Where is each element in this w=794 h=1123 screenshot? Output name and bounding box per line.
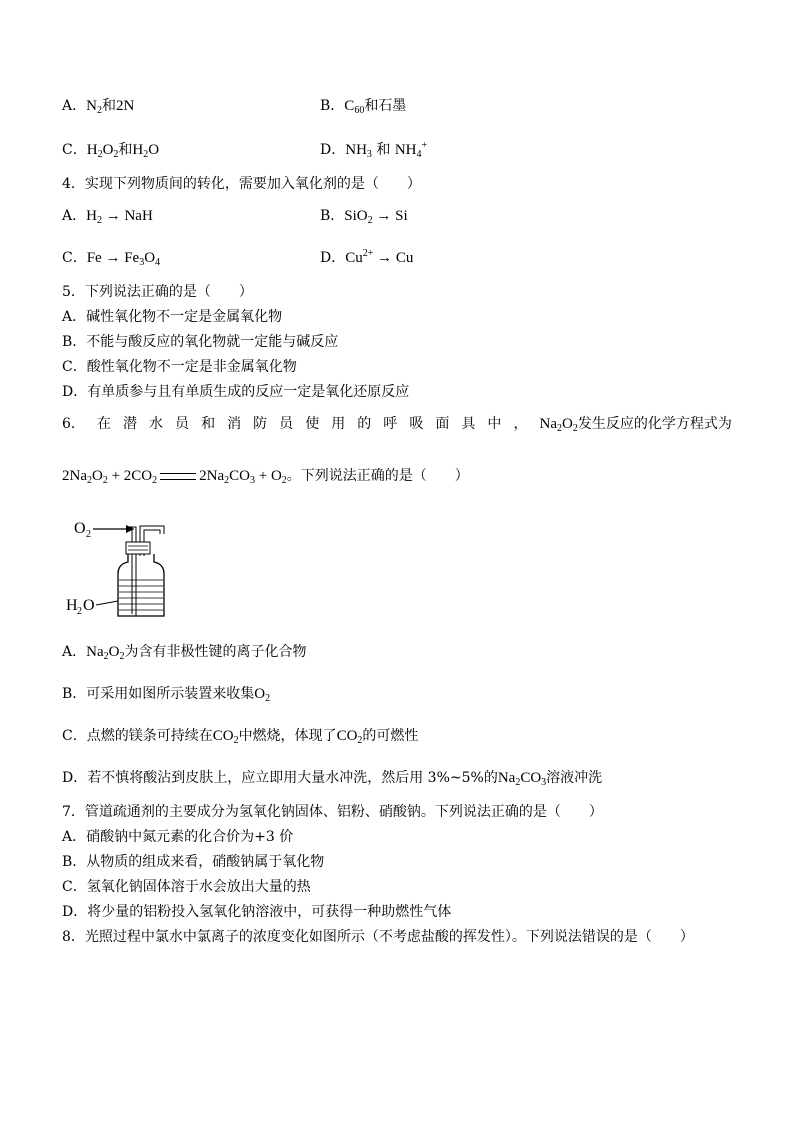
q5-stem: 5．下列说法正确的是（ ） <box>62 284 253 300</box>
q4-row-ab: A．$H_2$ → NaH B．SiO$_2$ → Si <box>62 208 408 226</box>
q4-option-a-formula: $H_2$ → NaH <box>86 208 153 226</box>
q3-row-ab <box>62 96 407 116</box>
q6-option-c: C．点燃的镁条可持续在$CO_2$中燃烧，体现了$CO_2$的可燃性 <box>62 728 419 746</box>
q7-option-a: A．硝酸钠中氮元素的化合价为+3 价 <box>62 829 294 845</box>
q6-option-a: A．$Na_2O_2$为含有非极性键的离子化合物 <box>62 644 307 662</box>
gas-bottle-figure <box>66 516 176 626</box>
q5-option-d: D．有单质参与且有单质生成的反应一定是氧化还原反应 <box>62 384 410 400</box>
q4-option-d: D．$Cu^{2+} \to Cu$ <box>320 248 414 266</box>
svg-text:H: H <box>66 597 78 614</box>
q5-option-c: C．酸性氧化物不一定是非金属氧化物 <box>62 359 297 375</box>
q3-option-d: D．$NH_3$ 和 $NH_4^+$ <box>320 140 428 160</box>
q8-stem: 8．光照过程中氯水中氯离子的浓度变化如图所示（不考虑盐酸的挥发性）。下列说法错误的是（ ） <box>62 929 694 945</box>
q3-option-a-formula: $N_2$ <box>86 98 102 116</box>
q6-option-b: B．可采用如图所示装置来收集$O_2$ <box>62 686 271 704</box>
svg-text:2: 2 <box>77 606 82 617</box>
q3-option-b: B．$C_{60}$和石墨 <box>320 98 407 116</box>
svg-text:2: 2 <box>86 529 91 540</box>
q5-option-b: B．不能与酸反应的氧化物就一定能与碱反应 <box>62 334 339 350</box>
q6-equation: $2Na_2O_2 + 2CO_2$ $2Na_2CO_3 + O_2$。下列说法正确的是（ ） <box>62 468 469 486</box>
q7-option-d: D．将少量的铝粉投入氢氧化钠溶液中，可获得一种助燃性气体 <box>62 904 452 920</box>
q3-option-c-label: C． <box>62 142 87 158</box>
q7-option-c: C．氢氧化钠固体溶于水会放出大量的热 <box>62 879 311 895</box>
q4-row-cd: C．$Fe \to Fe_3O_4$ D．$Cu^{2+} \to Cu$ <box>62 248 414 268</box>
q5-option-a: A．碱性氧化物不一定是金属氧化物 <box>62 309 283 325</box>
svg-text:O: O <box>83 597 95 614</box>
q7-stem: 7．管道疏通剂的主要成分为氢氧化钠固体、铝粉、硝酸钠。下列说法正确的是（ ） <box>62 804 603 820</box>
q3-row-cd: C．$H_2O_2$和$H_2O$ D．$NH_3$ 和 $NH_4^+$ <box>62 140 428 160</box>
q6-option-d: D．若不慎将酸沾到皮肤上，应立即用大量水冲洗，然后用 3%~5%的$Na_2CO_3$溶液冲洗 <box>62 770 603 788</box>
q6-stem-line1: 6． 在 潜 水 员 和 消 防 员 使 用 的 呼 吸 面 具 中 ， $Na_2O_2$发生反应的化学方程式为 <box>62 416 732 434</box>
q4-option-c-formula: $Fe \to Fe_3O_4$ <box>86 250 161 268</box>
q3-option-a-formula2: 2N <box>115 98 135 114</box>
equals-sign <box>160 473 196 480</box>
q3-option-c-formula: $H_2O_2$ <box>86 142 119 160</box>
q4-stem: 4．实现下列物质间的转化，需要加入氧化剂的是（ ） <box>62 176 421 192</box>
q4-option-b: B．SiO$_2$ → Si <box>320 208 408 226</box>
q3-option-a-label: A． <box>62 98 87 114</box>
svg-text:O: O <box>74 520 86 537</box>
q7-option-b: B．从物质的组成来看，硝酸钠属于氧化物 <box>62 854 325 870</box>
q3-and-a: 和 <box>101 98 116 114</box>
gas-bottle-diagram <box>66 516 176 622</box>
